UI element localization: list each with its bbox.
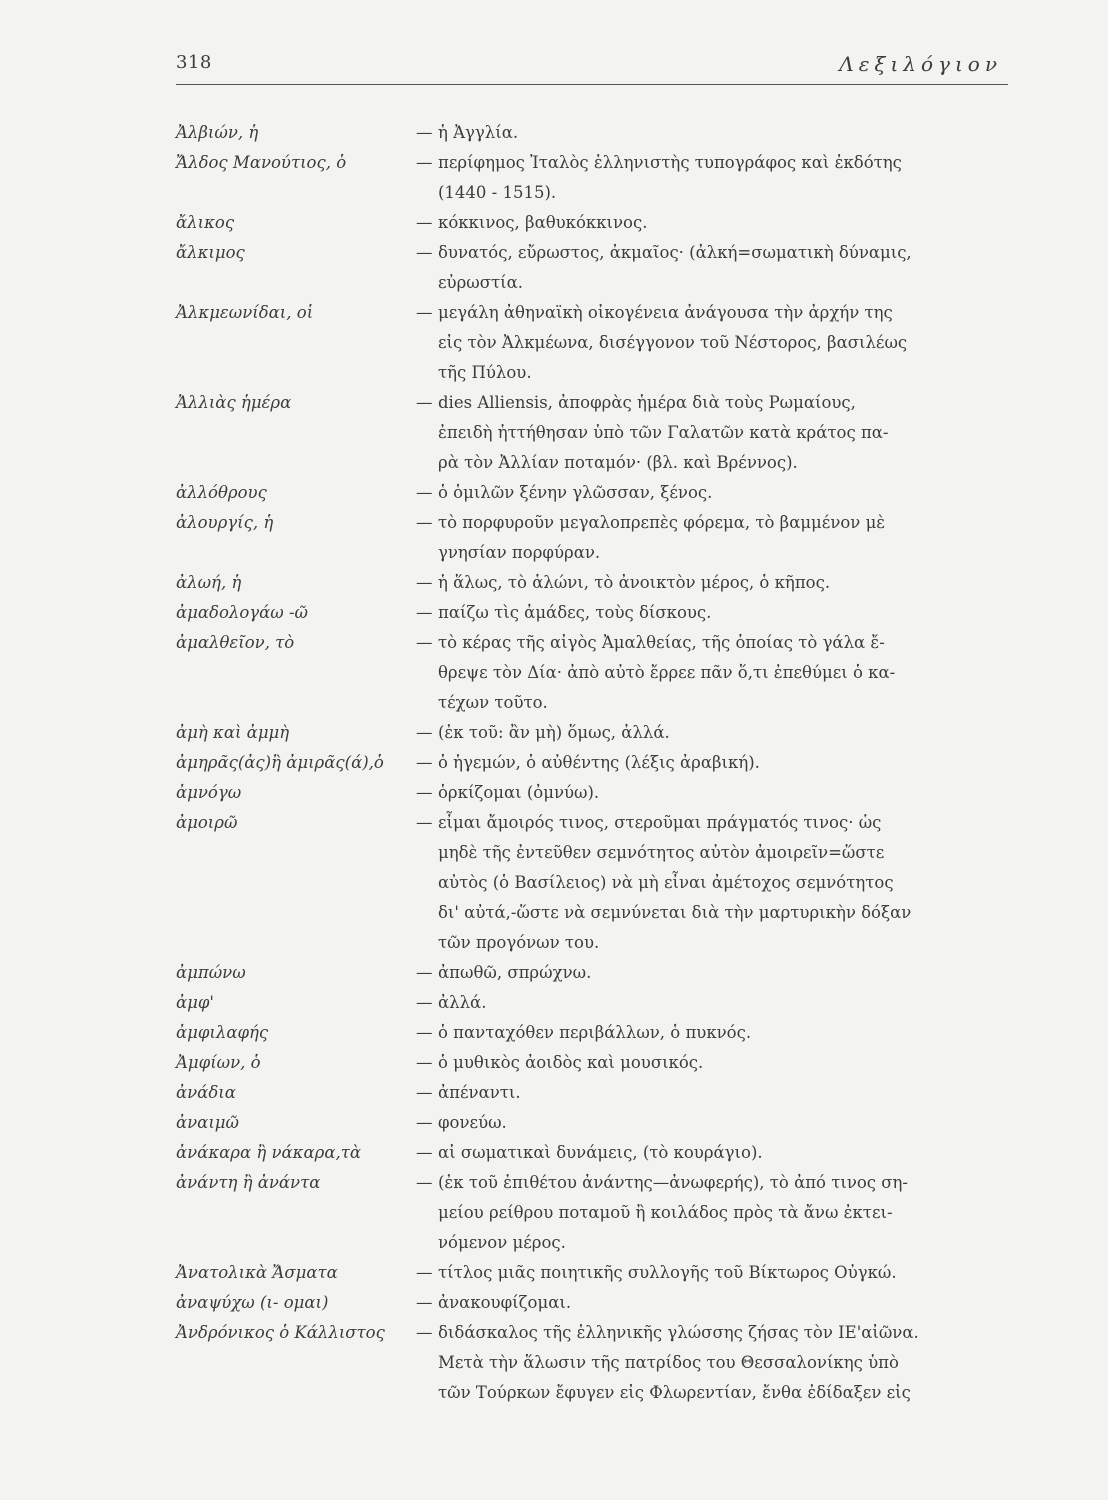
glossary-entry — [176, 1048, 1008, 1078]
entry-definition — [438, 1168, 1008, 1258]
definition-line: αὐτὸς (ὁ Βασίλειος) νὰ μὴ εἶναι ἀμέτοχος σεμνότητος — [438, 873, 894, 892]
glossary-entry — [176, 208, 1008, 238]
entry-dash: — — [416, 1263, 433, 1282]
entry-term: ἀλουργίς, ἡ — [176, 513, 274, 532]
glossary-entry — [176, 478, 1008, 508]
entry-term: Ἀνδρόνικος ὁ Κάλλιστος — [176, 1323, 385, 1342]
entry-dash: — — [416, 753, 433, 772]
glossary-entry — [176, 1078, 1008, 1108]
entry-definition — [438, 568, 1008, 598]
entry-dash: — — [416, 123, 433, 142]
glossary-entry — [176, 298, 1008, 388]
definition-line: ἀνακουφίζομαι. — [438, 1293, 572, 1312]
entry-definition — [438, 988, 1008, 1018]
entry-dash: — — [416, 243, 433, 262]
entry-dash: — — [416, 213, 433, 232]
entry-definition — [438, 118, 1008, 148]
entry-term: ἀμοιρῶ — [176, 813, 238, 832]
glossary-entry — [176, 1168, 1008, 1258]
entry-term: ἀμφ' — [176, 993, 214, 1012]
definition-line: μεγάλη ἀθηναϊκὴ οἰκογένεια ἀνάγουσα τὴν ἀρχήν της — [438, 303, 893, 322]
entry-dash: — — [416, 1023, 433, 1042]
entry-term: ἀμαλθεῖον, τὸ — [176, 633, 295, 652]
entry-term: ἀναιμῶ — [176, 1113, 239, 1132]
definition-line: περίφημος Ἰταλὸς ἑλληνιστὴς τυπογράφος καὶ ἐκδότης — [438, 153, 902, 172]
header-rule — [176, 84, 1008, 85]
entry-dash: — — [416, 1083, 433, 1102]
entry-term: ἀμφιλαφής — [176, 1023, 269, 1042]
entry-definition — [438, 598, 1008, 628]
entry-dash: — — [416, 153, 433, 172]
entry-definition — [438, 238, 1008, 298]
definition-line: ρὰ τὸν Ἀλλίαν ποταμόν· (βλ. καὶ Βρέννος). — [438, 453, 798, 472]
entry-definition — [438, 1258, 1008, 1288]
entry-dash: — — [416, 633, 433, 652]
definition-line: τὸ πορφυροῦν μεγαλοπρεπὲς φόρεμα, τὸ βαμμένον μὲ — [438, 513, 886, 532]
entry-term: Ἀλβιών, ἡ — [176, 123, 259, 142]
definition-line: ὁ μυθικὸς ἀοιδὸς καὶ μουσικός. — [438, 1053, 704, 1072]
entry-term: ἀνάντη ἢ ἀνάντα — [176, 1173, 321, 1192]
entry-term: ἀμὴ καὶ ἀμμὴ — [176, 723, 290, 742]
definition-line: αἱ σωματικαὶ δυνάμεις, (τὸ κουράγιο). — [438, 1143, 763, 1162]
entry-definition — [438, 808, 1008, 958]
glossary-entry — [176, 958, 1008, 988]
definition-line: νόμενον μέρος. — [438, 1233, 566, 1252]
entry-term: ἀναψύχω (ι- ομαι) — [176, 1293, 329, 1312]
glossary-entry — [176, 148, 1008, 208]
entry-dash: — — [416, 303, 433, 322]
entry-dash: — — [416, 1323, 433, 1342]
definition-line: ἡ Ἀγγλία. — [438, 123, 519, 142]
entry-definition — [438, 478, 1008, 508]
definition-line: παίζω τὶς ἀμάδες, τοὺς δίσκους. — [438, 603, 712, 622]
definition-line: διδάσκαλος τῆς ἑλληνικῆς γλώσσης ζήσας τὸν ΙΕ'αἰῶνα. — [438, 1323, 919, 1342]
entry-dash: — — [416, 573, 433, 592]
glossary-entry — [176, 1318, 1008, 1408]
glossary-entry — [176, 1108, 1008, 1138]
definition-line: dies Alliensis, ἀποφρὰς ἡμέρα διὰ τοὺς Ρωμαίους, — [438, 393, 856, 412]
entry-dash: — — [416, 393, 433, 412]
entry-term: ἀμηρᾶς(ἀς)ἢ ἀμιρᾶς(ά),ὁ — [176, 753, 384, 772]
glossary-entry — [176, 238, 1008, 298]
entry-term: Ἀλκμεωνίδαι, οἱ — [176, 303, 314, 322]
definition-line: Μετὰ τὴν ἅλωσιν τῆς πατρίδος του Θεσσαλονίκης ὑπὸ — [438, 1353, 899, 1372]
glossary-entry — [176, 1288, 1008, 1318]
entry-definition — [438, 1048, 1008, 1078]
definition-line: φονεύω. — [438, 1113, 507, 1132]
entry-dash: — — [416, 1113, 433, 1132]
entry-dash: — — [416, 993, 433, 1012]
entry-term: ἀλωή, ἡ — [176, 573, 242, 592]
entry-term: ἀλλόθρους — [176, 483, 267, 502]
definition-line: θρεψε τὸν Δία· ἀπὸ αὐτὸ ἔρρεε πᾶν ὅ,τι ἐπεθύμει ὁ κα- — [438, 663, 896, 682]
running-title: Λεξιλόγιον — [839, 52, 1002, 76]
glossary-entry — [176, 628, 1008, 718]
entry-definition — [438, 508, 1008, 568]
entry-dash: — — [416, 483, 433, 502]
definition-line: (ἐκ τοῦ ἐπιθέτου ἀνάντης—ἀνωφερής), τὸ ἀπό τινος ση- — [438, 1173, 909, 1192]
page-header — [176, 48, 1008, 88]
definition-line: τῆς Πύλου. — [438, 363, 532, 382]
definition-line: τίτλος μιᾶς ποιητικῆς συλλογῆς τοῦ Βίκτωρος Οὐγκώ. — [438, 1263, 897, 1282]
definition-line: μηδὲ τῆς ἐντεῦθεν σεμνότητος αὐτὸν ἀμοιρεῖν=ὥστε — [438, 843, 885, 862]
definition-line: γνησίαν πορφύραν. — [438, 543, 601, 562]
entry-definition — [438, 958, 1008, 988]
glossary-entries — [176, 118, 1008, 1408]
definition-line: ἀπωθῶ, σπρώχνω. — [438, 963, 592, 982]
definition-line: δι' αὐτά,-ὥστε νὰ σεμνύνεται διὰ τὴν μαρτυρικὴν δόξαν — [438, 903, 912, 922]
definition-line: (ἐκ τοῦ: ἂν μὴ) ὅμως, ἀλλά. — [438, 723, 670, 742]
glossary-entry — [176, 388, 1008, 478]
entry-dash: — — [416, 783, 433, 802]
entry-dash: — — [416, 723, 433, 742]
entry-term: ἄλικος — [176, 213, 235, 232]
definition-line: ὁ ὁμιλῶν ξένην γλῶσσαν, ξένος. — [438, 483, 713, 502]
entry-term: Ἀλλιὰς ἡμέρα — [176, 393, 292, 412]
definition-line: τὸ κέρας τῆς αἰγὸς Ἀμαλθείας, τῆς ὁποίας τὸ γάλα ἔ- — [438, 633, 885, 652]
entry-definition — [438, 298, 1008, 388]
glossary-entry — [176, 1018, 1008, 1048]
entry-term: ἀμνόγω — [176, 783, 242, 802]
entry-definition — [438, 628, 1008, 718]
entry-term: Ἀμφίων, ὁ — [176, 1053, 261, 1072]
entry-definition — [438, 718, 1008, 748]
entry-definition — [438, 1288, 1008, 1318]
glossary-entry — [176, 508, 1008, 568]
definition-line: ὁ ἡγεμών, ὁ αὐθέντης (λέξις ἀραβική). — [438, 753, 760, 772]
definition-line: ἀπέναντι. — [438, 1083, 521, 1102]
definition-line: (1440 - 1515). — [438, 183, 557, 202]
entry-definition — [438, 1078, 1008, 1108]
definition-line: δυνατός, εὔρωστος, ἀκμαῖος· (ἀλκή=σωματικὴ δύναμις, — [438, 243, 912, 262]
glossary-entry — [176, 118, 1008, 148]
glossary-entry — [176, 778, 1008, 808]
glossary-entry — [176, 1258, 1008, 1288]
entry-dash: — — [416, 963, 433, 982]
page-number: 318 — [176, 52, 212, 73]
entry-term: ἄλκιμος — [176, 243, 245, 262]
glossary-entry — [176, 988, 1008, 1018]
definition-line: ὁ πανταχόθεν περιβάλλων, ὁ πυκνός. — [438, 1023, 752, 1042]
glossary-entry — [176, 718, 1008, 748]
definition-line: ὁρκίζομαι (ὀμνύω). — [438, 783, 600, 802]
definition-line: τέχων τοῦτο. — [438, 693, 548, 712]
glossary-entry — [176, 808, 1008, 958]
definition-line: εὐρωστία. — [438, 273, 523, 292]
entry-term: Ἀνατολικὰ Ἄσματα — [176, 1263, 338, 1282]
entry-dash: — — [416, 603, 433, 622]
definition-line: ἡ ἅλως, τὸ ἁλώνι, τὸ ἀνοικτὸν μέρος, ὁ κῆπος. — [438, 573, 831, 592]
definition-line: τῶν Τούρκων ἔφυγεν εἰς Φλωρεντίαν, ἔνθα ἐδίδαξεν εἰς — [438, 1383, 911, 1402]
glossary-entry — [176, 748, 1008, 778]
entry-definition — [438, 1138, 1008, 1168]
definition-line: ἐπειδὴ ἡττήθησαν ὑπὸ τῶν Γαλατῶν κατὰ κράτος πα- — [438, 423, 889, 442]
entry-term: ἀνάκαρα ἢ νάκαρα,τὰ — [176, 1143, 361, 1162]
entry-definition — [438, 388, 1008, 478]
entry-dash: — — [416, 1053, 433, 1072]
entry-term: ἀμαδολογάω -ῶ — [176, 603, 308, 622]
entry-definition — [438, 1018, 1008, 1048]
entry-term: ἀνάδια — [176, 1083, 236, 1102]
glossary-entry — [176, 598, 1008, 628]
definition-line: ἀλλά. — [438, 993, 487, 1012]
definition-line: τῶν προγόνων του. — [438, 933, 600, 952]
entry-definition — [438, 778, 1008, 808]
definition-line: εἶμαι ἄμοιρός τινος, στεροῦμαι πράγματός τινος· ὡς — [438, 813, 882, 832]
definition-line: κόκκινος, βαθυκόκκινος. — [438, 213, 648, 232]
entry-definition — [438, 148, 1008, 208]
entry-term: Ἄλδος Μανούτιος, ὁ — [176, 153, 347, 172]
entry-definition — [438, 1318, 1008, 1408]
entry-dash: — — [416, 813, 433, 832]
glossary-entry — [176, 1138, 1008, 1168]
glossary-entry — [176, 568, 1008, 598]
entry-dash: — — [416, 1173, 433, 1192]
definition-line: μείου ρείθρου ποταμοῦ ἢ κοιλάδος πρὸς τὰ ἄνω ἐκτει- — [438, 1203, 893, 1222]
entry-dash: — — [416, 1143, 433, 1162]
entry-term: ἀμπώνω — [176, 963, 246, 982]
entry-dash: — — [416, 513, 433, 532]
entry-definition — [438, 748, 1008, 778]
entry-definition — [438, 208, 1008, 238]
definition-line: εἰς τὸν Ἀλκμέωνα, δισέγγονον τοῦ Νέστορος, βασιλέως — [438, 333, 908, 352]
entry-definition — [438, 1108, 1008, 1138]
entry-dash: — — [416, 1293, 433, 1312]
